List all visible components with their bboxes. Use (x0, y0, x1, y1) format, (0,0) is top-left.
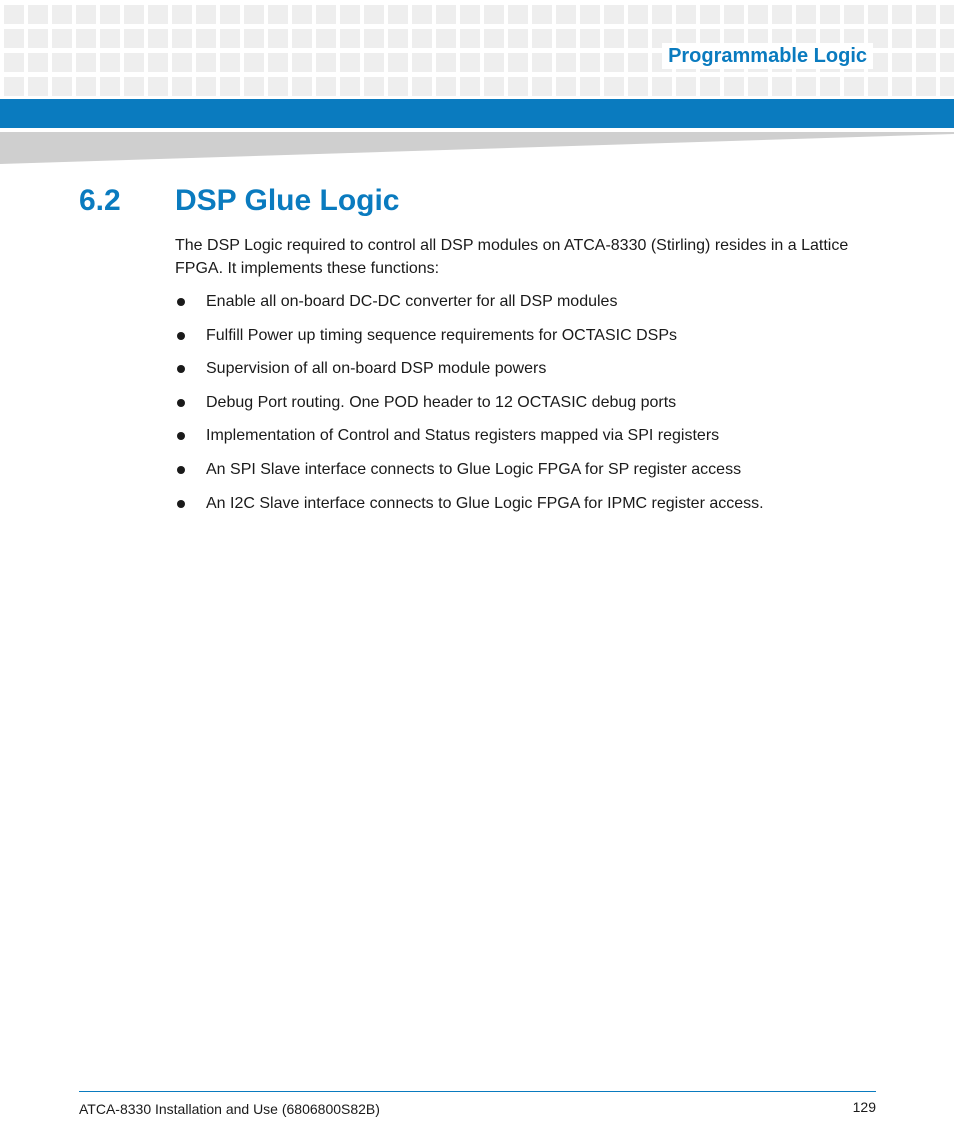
chapter-title: Programmable Logic (662, 43, 873, 69)
list-item (175, 357, 875, 391)
list-item-text: Supervision of all on-board DSP module powers (206, 360, 547, 378)
list-item-text: Fulfill Power up timing sequence requirements for OCTASIC DSPs (206, 326, 677, 344)
header-band (0, 99, 954, 128)
footer-doc-title: ATCA-8330 Installation and Use (6806800S82B) (79, 1101, 380, 1117)
bullet-icon (177, 500, 185, 508)
section-heading (79, 181, 400, 221)
intro-paragraph: The DSP Logic required to control all DSP modules on ATCA-8330 (Stirling) resides in a Lattice FPGA. It implements these functions: (175, 237, 849, 277)
bullet-icon (177, 332, 185, 340)
list-item-text: Implementation of Control and Status registers mapped via SPI registers (206, 427, 720, 445)
list-item-text: An SPI Slave interface connects to Glue Logic FPGA for SP register access (206, 460, 742, 478)
list-item-text: Debug Port routing. One POD header to 12 OCTASIC debug ports (206, 393, 677, 411)
list-item (175, 492, 875, 526)
bullet-icon (177, 365, 185, 373)
list-item (175, 458, 875, 492)
bullet-icon (177, 298, 185, 306)
list-item-text: Enable all on-board DC-DC converter for all DSP modules (206, 293, 618, 310)
section-number: 6.2 (79, 184, 121, 217)
list-item (175, 424, 875, 458)
bullet-icon (177, 399, 185, 407)
list-item (175, 290, 875, 324)
list-item (175, 391, 875, 425)
bullet-icon (177, 432, 185, 440)
bullet-icon (177, 466, 185, 474)
header-wedge (0, 132, 954, 164)
list-item-text: An I2C Slave interface connects to Glue Logic FPGA for IPMC register access. (206, 494, 764, 512)
footer-rule (79, 1091, 876, 1092)
function-list (175, 290, 875, 525)
list-item (175, 324, 875, 358)
page-number: 129 (852, 1099, 876, 1115)
section-title: DSP Glue Logic (175, 184, 400, 217)
